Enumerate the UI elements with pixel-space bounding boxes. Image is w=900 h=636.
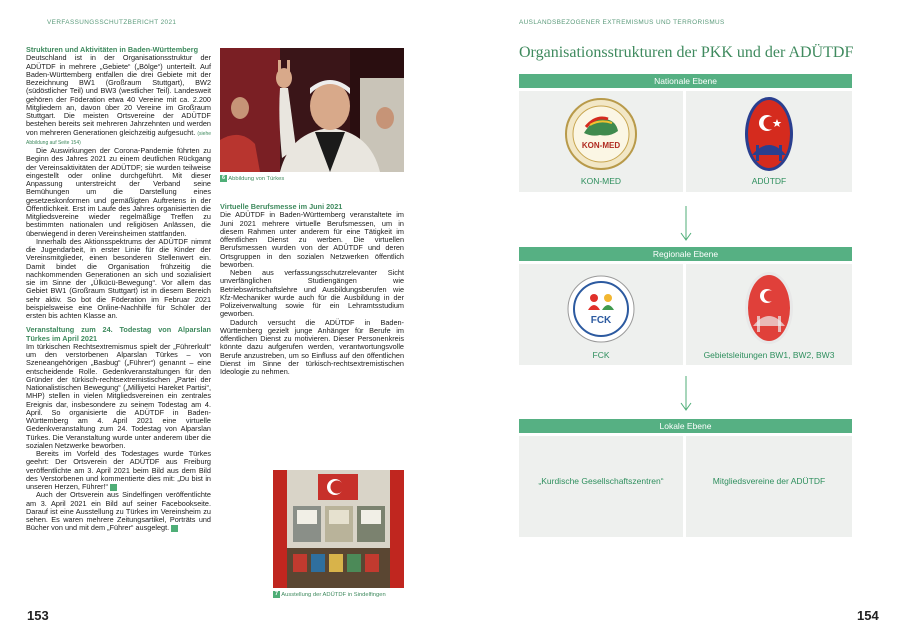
paragraph: Deutschland ist in der Organisationsstruktur der ADÜTDF in mehrere „Gebiete“ („Bölge“) unterteilt. Auf Baden-Württemberg entfallen die drei Gebiete mit der Bezeichnung BW1 (Großraum Stuttgart), BW2 (südöstlicher Teil) und BW3 (westlicher Teil). Landesweit gehören der Föderation etwa 40 Vereine mit ca. 2.200 Mitgliedern an, davon über 20 Vereine im Großraum Stuttgart. Die meisten Ortsvereine der ADÜTDF bestehen bereits seit mehreren Jahrzehnten und werden von mehreren Generationen gleichzeitig aufgesucht. (siehe Abbildung auf Seite 154) [26,53,212,146]
org-cell-fck [519,264,683,365]
photo-caption-turkes: 6 Abbildung von Türkes [221,175,285,183]
kon-med-logo [564,97,638,171]
page-reference: (siehe Abbildung auf Seite 154) [26,130,212,146]
page-number-right: 154 [857,608,879,623]
org-label-adutdf: ADÜTDF [751,176,787,186]
paragraph: Die ADÜTDF in Baden-Württemberg veranstaltete im Juni 2021 mehrere virtuelle Berufsmessen, um in diesem Rahmen unter anderem für eine Tätigkeit im öffentlichen Dienst zu werben. Die virtuellen Berufsmessen wurden von der ADÜTDF und deren Ortsgruppen in den sozialen Netzwerken öffentlich beworben. [220,210,404,269]
chart-title: Organisationsstrukturen der PKK und der ADÜTDF [519,44,854,61]
level-band-local: Lokale Ebene [519,419,852,433]
org-label-fck: FCK [592,350,610,360]
left-page-header: VERFASSUNGSSCHUTZBERICHT 2021 [47,19,177,26]
org-cell-member-associations [686,436,852,537]
turkes-photo-illustration [220,48,404,172]
level-band-regional: Regionale Ebene [519,247,852,261]
fck-logo [566,274,636,344]
paragraph: Neben aus verfassungsschutzrelevanter Sicht unverfänglichen Studiengängen wie Betriebswirtschaftslehre und Ausbildungsberufen wie Kfz-Mechaniker wurde auch für die Ausbildung in der Polizeiverwaltung sowie für ein Lehramtsstudium geworben. [220,268,404,319]
exhibition-photo-illustration [273,470,404,588]
org-label-member-associations: Mitgliedsvereine der ADÜTDF [712,476,826,486]
middle-column-text [220,203,404,376]
kon-med-logo-text: KON-MED [581,141,621,150]
regional-leadership-logo [744,270,794,346]
paragraph: Bereits im Vorfeld des Todestages wurde Türkes geehrt: Der Ortsverein der ADÜTDF aus Freiburg veröffentlichte am 3. April 2021 beim Bild aus dem Bild des Verstorbenen und kommentierte dies mit: „Du bist in unseren Herzen, Führer!“ 6 [26,449,211,491]
org-label-regional-leadership: Gebietsleitungen BW1, BW2, BW3 [703,350,835,360]
org-label-kon-med: KON-MED [580,176,622,186]
paragraph: Innerhalb des Aktionsspektrums der ADÜTDF nimmt die Jugendarbeit, in erster Linie für die Kinder der Vereinsmitglieder, einen besonderen Stellenwert ein. Damit bindet die Organisation frühzeitig die nachkommenden Generationen an sich und sozialisiert sie im Sinne der „Ülkücü-Bewegung“. Vor allem das Gebiet BW1 (Großraum Stuttgart) ist in diesem Bereich sehr aktiv. So bot die Föderation im Februar 2021 beispielsweise eine Online-Nachhilfe für Schüler der ersten bis achten Klasse an. [26,236,211,320]
org-label-kurdish-centers: „Kurdische Gesellschaftszentren“ [538,476,664,486]
org-cell-regional-leadership [686,264,852,365]
section-heading-commemoration: Veranstaltung zum 24. Todestag von Alparslan Türkes im April 2021 [26,325,211,343]
adutdf-logo [744,95,794,173]
left-column-text [26,46,211,533]
paragraph: Die Auswirkungen der Corona-Pandemie führten zu Beginn des Jahres 2021 zu einem deutlichen Rückgang der Vereinsaktivitäten der ADÜTDF; sie wurden teilweise eingestellt oder online durchgeführt. Mit dieser Anpassung unterstreicht der Verband seine Bemühungen um die Darstellung eines gesetzeskonformen und gemäßigten Auftretens in der Öffentlichkeit. Erst im Laufe des Jahres organisierten die Mitgliedsvereine wieder regelmäßige Treffen zu bestimmten nationalen und religiösen Anlässen, die überwiegend in deren Vereinsheimen stattfanden. [26,146,211,238]
org-cell-kon-med [519,91,683,192]
org-cell-kurdish-centers [519,436,683,537]
paragraph: Im türkischen Rechtsextremismus spielt der „Führerkult“ um den verstorbenen Alparslan Türkes – von Szeneangehörigen „Basbug“ („Führer“) genannt – eine entscheidende Rolle. Gedenkveranstaltungen für den Gründer der türkisch-rechtsextremistischen „Partei der Nationalistischen Bewegung“ („Milliyetci Hareket Partisi“, MHP) stellen in vielen Mitgliedsvereinen ein zentrales Ereignis dar, insbesondere zu seinem Todestag am 4. April. So organisierte die ADÜTDF in Baden-Württemberg am 4. April 2021 eine virtuelle Gedenkveranstaltung zum 24. Todestag von Alparslan Türkes. Die Veranstaltung wurde unter anderem über die sozialen Netzwerke beworben. [26,341,211,450]
level-band-national: Nationale Ebene [519,74,852,88]
section-heading-structures: Strukturen und Aktivitäten in Baden-Württemberg [26,45,199,54]
right-page-header: AUSLANDSBEZOGENER EXTREMISMUS UND TERRORISMUS [519,19,725,26]
photo-exhibition [273,470,404,588]
figure-marker: 6 [110,484,117,491]
paragraph: Auch der Ortsverein aus Sindelfingen veröffentlichte am 3. April 2021 ein Bild auf seiner Facebookseite. Darauf ist eine Ausstellung zu Türkes im Vereinsheim zu sehen. Es waren mehrere Zeitungsartikel, Porträts und Bücher von und mit dem „Führer“ ausgelegt. 7 [26,490,211,533]
arrow-down-icon [680,376,692,412]
fck-logo-text: FCK [590,315,612,326]
page-number-left: 153 [27,608,49,623]
org-cell-adutdf [686,91,852,192]
photo-caption-exhibition: 7 Ausstellung der ADÜTDF in Sindelfingen [274,591,386,599]
arrow-down-icon [680,206,692,242]
figure-marker: 7 [171,525,178,532]
paragraph: Dadurch versucht die ADÜTDF in Baden-Württemberg gezielt junge Anhänger für Berufe im öffentlichen Dienst zu motivieren. Dieser Personenkreis könnte dazu aufgerufen werden, verantwortungsvolle Berufe anzustreben, um so Einfluss auf den öffentlichen Dienst im Sinne der türkisch-rechtsextremistischen Ideologie zu nehmen. [220,317,404,376]
section-heading-job-fair: Virtuelle Berufsmesse im Juni 2021 [220,202,343,211]
photo-turkes [220,48,404,172]
